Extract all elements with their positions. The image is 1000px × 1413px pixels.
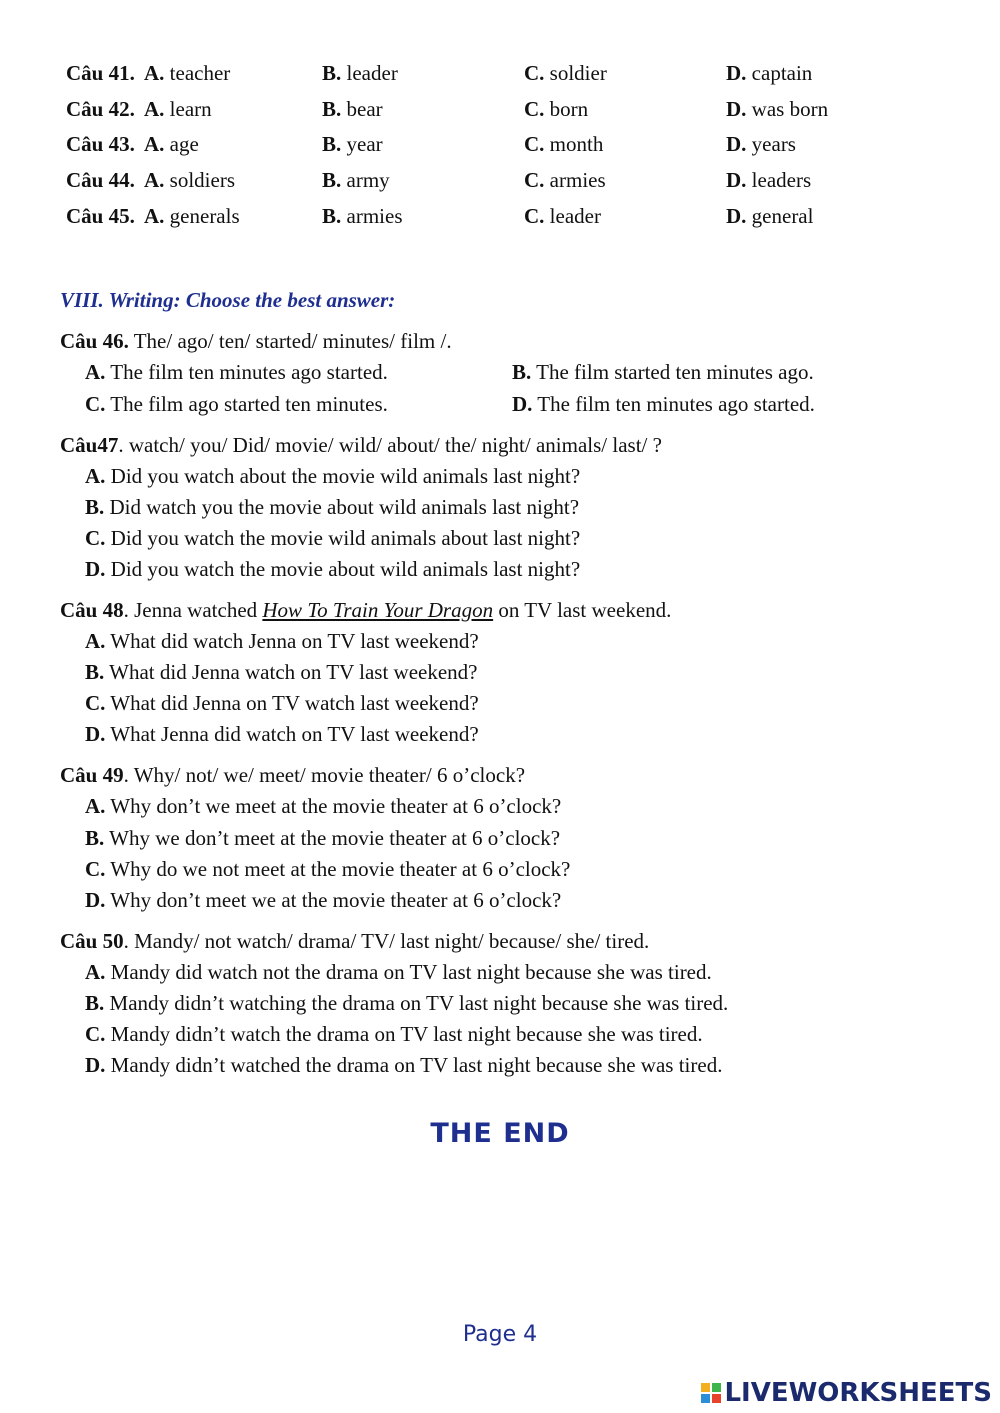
option-c[interactable]: C. What did Jenna on TV watch last weekend? <box>85 691 479 715</box>
logo-square <box>701 1394 710 1403</box>
option-c[interactable]: C. Why do we not meet at the movie theater at 6 o’clock? <box>85 857 571 881</box>
question-label: Câu 44. <box>66 168 135 192</box>
logo-squares-icon <box>701 1383 721 1403</box>
movie-title: How To Train Your Dragon <box>262 598 494 622</box>
question-prompt: Câu 50. Mandy/ not watch/ drama/ TV/ last night/ because/ she/ tired. <box>60 929 650 953</box>
option-b[interactable]: B. Did watch you the movie about wild animals last night? <box>85 495 580 519</box>
option-d[interactable]: D. What Jenna did watch on TV last weekend? <box>85 722 479 746</box>
option-b[interactable]: B. bear <box>322 97 383 121</box>
option-d[interactable]: D. was born <box>726 97 829 121</box>
option-d[interactable]: D. Why don’t meet we at the movie theater at 6 o’clock? <box>85 888 562 912</box>
option-b[interactable]: B. army <box>322 168 390 192</box>
question-prompt: Câu 48. Jenna watched How To Train Your Dragon on TV last weekend. <box>60 598 672 622</box>
option-b[interactable]: B. year <box>322 132 383 156</box>
option-c[interactable]: C. month <box>524 132 604 156</box>
option-a[interactable]: A. soldiers <box>144 168 235 192</box>
question-prompt: Câu47. watch/ you/ Did/ movie/ wild/ about/ the/ night/ animals/ last/ ? <box>60 433 662 457</box>
option-d[interactable]: D. leaders <box>726 168 812 192</box>
option-c[interactable]: C. Did you watch the movie wild animals about last night? <box>85 526 581 550</box>
option-b[interactable]: B. Mandy didn’t watching the drama on TV last night because she was tired. <box>85 991 729 1015</box>
section-title: VIII. Writing: Choose the best answer: <box>60 288 396 312</box>
brand-name: LIVEWORKSHEETS <box>724 1378 992 1408</box>
the-end-heading: THE END <box>430 1118 570 1149</box>
question-label: Câu 43. <box>66 132 135 156</box>
logo-square <box>712 1383 721 1392</box>
page-number: Page 4 <box>462 1322 538 1347</box>
option-b[interactable]: B. The film started ten minutes ago. <box>512 360 814 384</box>
question-42 <box>66 97 966 127</box>
question-label: Câu 42. <box>66 97 135 121</box>
option-d[interactable]: D. Did you watch the movie about wild animals last night? <box>85 557 581 581</box>
option-c[interactable]: C. Mandy didn’t watch the drama on TV last night because she was tired. <box>85 1022 703 1046</box>
option-b[interactable]: B. Why we don’t meet at the movie theater at 6 o’clock? <box>85 826 561 850</box>
option-d[interactable]: D. general <box>726 204 814 228</box>
question-prompt: Câu 49. Why/ not/ we/ meet/ movie theater/ 6 o’clock? <box>60 763 526 787</box>
option-c[interactable]: C. soldier <box>524 61 607 85</box>
option-a[interactable]: A. Mandy did watch not the drama on TV last night because she was tired. <box>85 960 712 984</box>
logo-square <box>701 1383 710 1392</box>
option-a[interactable]: A. teacher <box>144 61 231 85</box>
option-a[interactable]: A. The film ten minutes ago started. <box>85 360 388 384</box>
liveworksheets-logo[interactable] <box>701 1378 992 1408</box>
option-c[interactable]: C. armies <box>524 168 606 192</box>
option-d[interactable]: D. captain <box>726 61 813 85</box>
option-b[interactable]: B. What did Jenna watch on TV last weekend? <box>85 660 478 684</box>
option-a[interactable]: A. What did watch Jenna on TV last weekend? <box>85 629 479 653</box>
question-prompt: Câu 46. The/ ago/ ten/ started/ minutes/ film /. <box>60 329 452 353</box>
option-d[interactable]: D. years <box>726 132 796 156</box>
question-45 <box>66 204 966 234</box>
question-label: Câu 41. <box>66 61 135 85</box>
option-d[interactable]: D. The film ten minutes ago started. <box>512 392 815 416</box>
option-c[interactable]: C. The film ago started ten minutes. <box>85 392 388 416</box>
question-44 <box>66 168 966 198</box>
logo-square <box>712 1394 721 1403</box>
question-label: Câu 45. <box>66 204 135 228</box>
question-43 <box>66 132 966 162</box>
option-d[interactable]: D. Mandy didn’t watched the drama on TV last night because she was tired. <box>85 1053 723 1077</box>
option-a[interactable]: A. age <box>144 132 199 156</box>
option-b[interactable]: B. leader <box>322 61 398 85</box>
question-41 <box>66 61 966 91</box>
option-a[interactable]: A. generals <box>144 204 240 228</box>
option-a[interactable]: A. learn <box>144 97 212 121</box>
option-a[interactable]: A. Did you watch about the movie wild animals last night? <box>85 464 581 488</box>
option-b[interactable]: B. armies <box>322 204 403 228</box>
option-a[interactable]: A. Why don’t we meet at the movie theater at 6 o’clock? <box>85 794 562 818</box>
option-c[interactable]: C. born <box>524 97 589 121</box>
option-c[interactable]: C. leader <box>524 204 601 228</box>
